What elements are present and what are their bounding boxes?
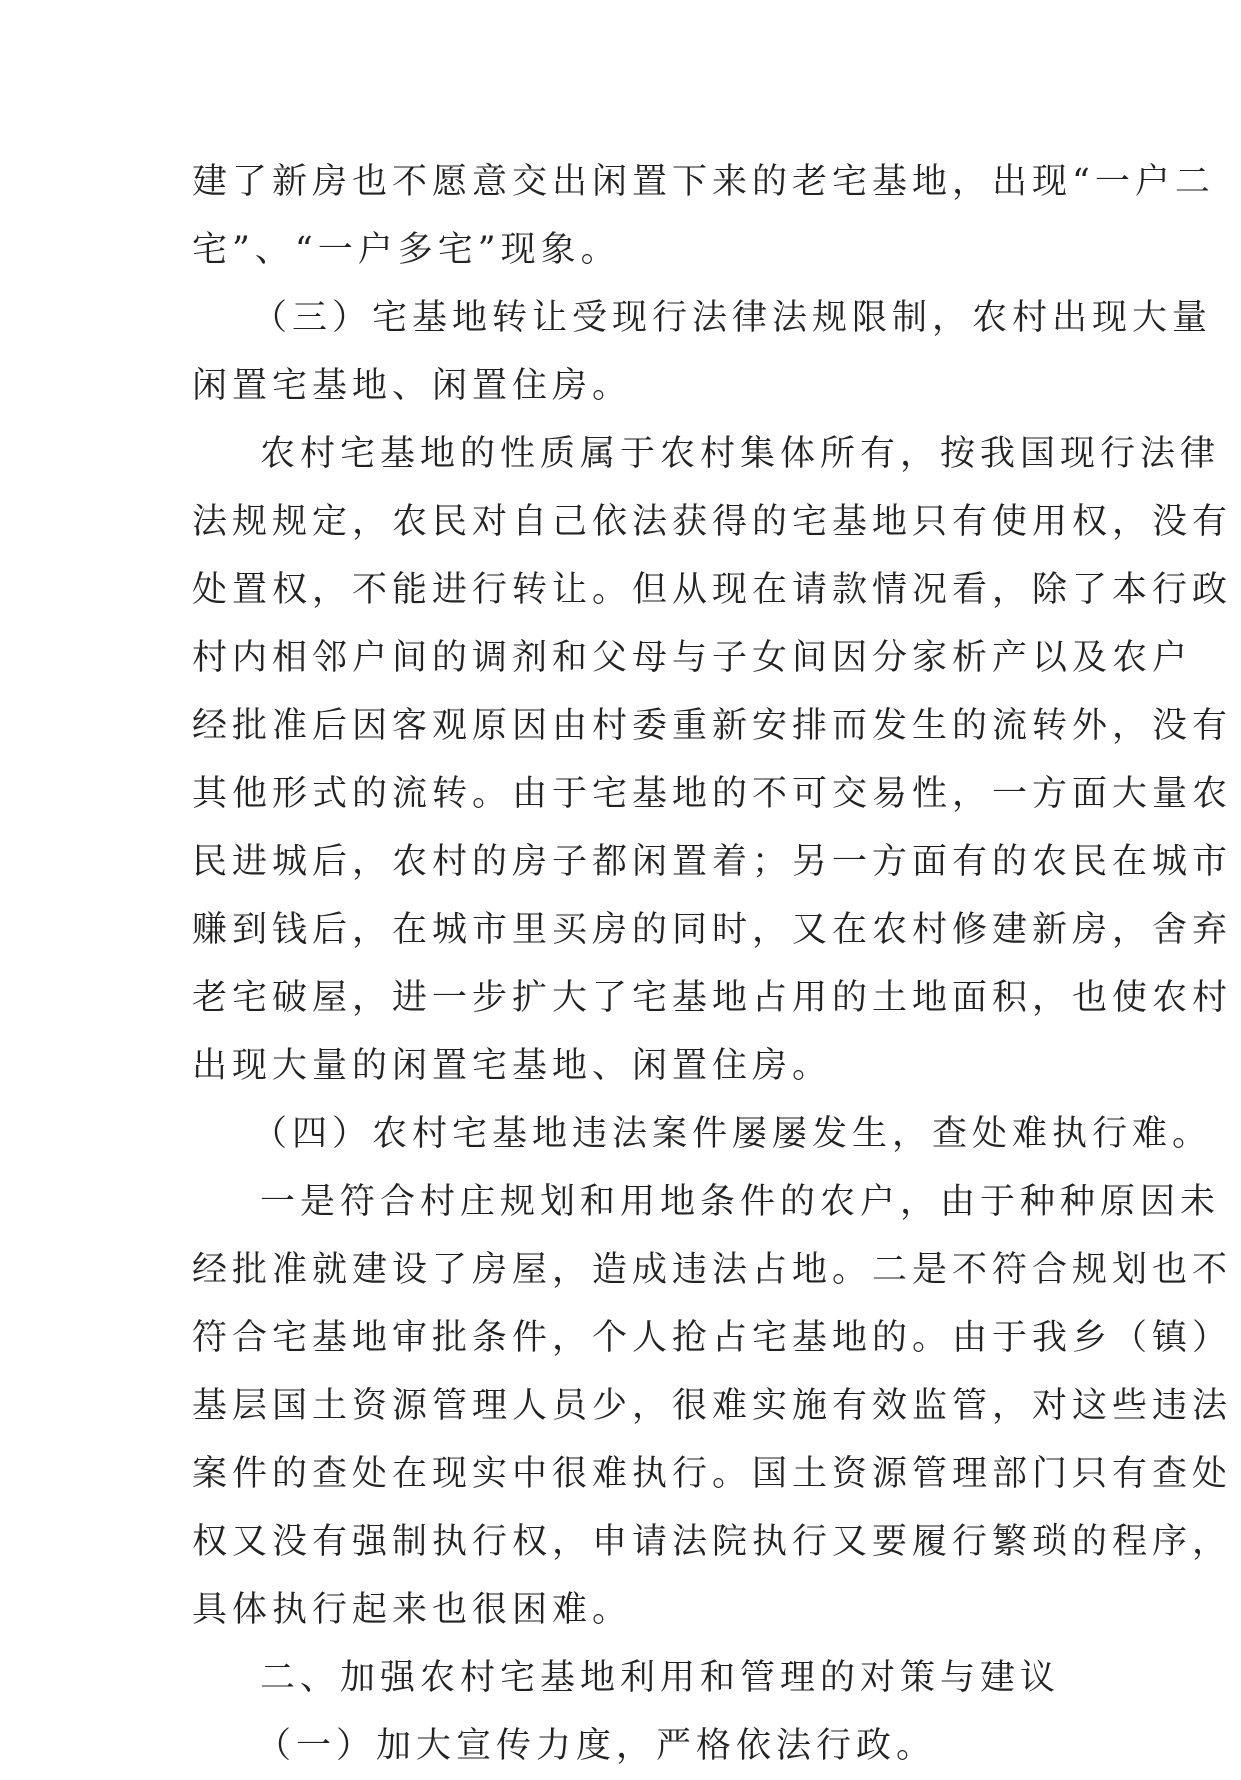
paragraph-line: 其他形式的流转。由于宅基地的不可交易性，一方面大量农 xyxy=(192,774,1233,814)
section-heading: （四）农村宅基地违法案件屡屡发生，查处难执行难。 xyxy=(252,1114,1213,1154)
section-heading: （三）宅基地转让受现行法律法规限制，农村出现大量 xyxy=(252,298,1213,338)
paragraph-line: 具体执行起来也很困难。 xyxy=(192,1590,633,1630)
paragraph-line: 民进城后，农村的房子都闲置着；另一方面有的农民在城市 xyxy=(192,842,1233,882)
paragraph-line: 建了新房也不愿意交出闲置下来的老宅基地，出现“一户二 xyxy=(192,162,1215,202)
paragraph-line: 老宅破屋，进一步扩大了宅基地占用的土地面积，也使农村 xyxy=(192,978,1233,1018)
paragraph-line: 处置权，不能进行转让。但从现在请款情况看，除了本行政 xyxy=(192,570,1233,610)
section-heading-continued: 闲置宅基地、闲置住房。 xyxy=(192,366,633,406)
paragraph-line: 宅”、“一户多宅”现象。 xyxy=(192,230,621,270)
paragraph-line: 村内相邻户间的调剂和父母与子女间因分家析产以及农户 xyxy=(192,638,1193,678)
paragraph-line: 法规规定，农民对自己依法获得的宅基地只有使用权，没有 xyxy=(192,502,1233,542)
section-heading: 二、加强农村宅基地利用和管理的对策与建议 xyxy=(260,1658,1061,1698)
paragraph-line: 经批准后因客观原因由村委重新安排而发生的流转外，没有 xyxy=(192,706,1233,746)
paragraph-line: 一是符合村庄规划和用地条件的农户，由于种种原因未 xyxy=(260,1182,1221,1222)
paragraph-line: 符合宅基地审批条件，个人抢占宅基地的。由于我乡（镇） xyxy=(192,1318,1233,1358)
paragraph-line: 出现大量的闲置宅基地、闲置住房。 xyxy=(192,1046,833,1086)
paragraph-line: 经批准就建设了房屋，造成违法占地。二是不符合规划也不 xyxy=(192,1250,1233,1290)
paragraph-line: 案件的查处在现实中很难执行。国土资源管理部门只有查处 xyxy=(192,1454,1233,1494)
paragraph-line: 权又没有强制执行权，申请法院执行又要履行繁琐的程序， xyxy=(192,1522,1233,1562)
paragraph-line: 基层国土资源管理人员少，很难实施有效监管，对这些违法 xyxy=(192,1386,1233,1426)
section-heading: （一）加大宣传力度，严格依法行政。 xyxy=(256,1726,937,1766)
paragraph-line: 赚到钱后，在城市里买房的同时，又在农村修建新房，舍弃 xyxy=(192,910,1233,950)
paragraph-line: 农村宅基地的性质属于农村集体所有，按我国现行法律 xyxy=(260,434,1221,474)
document-body xyxy=(192,148,1233,1780)
